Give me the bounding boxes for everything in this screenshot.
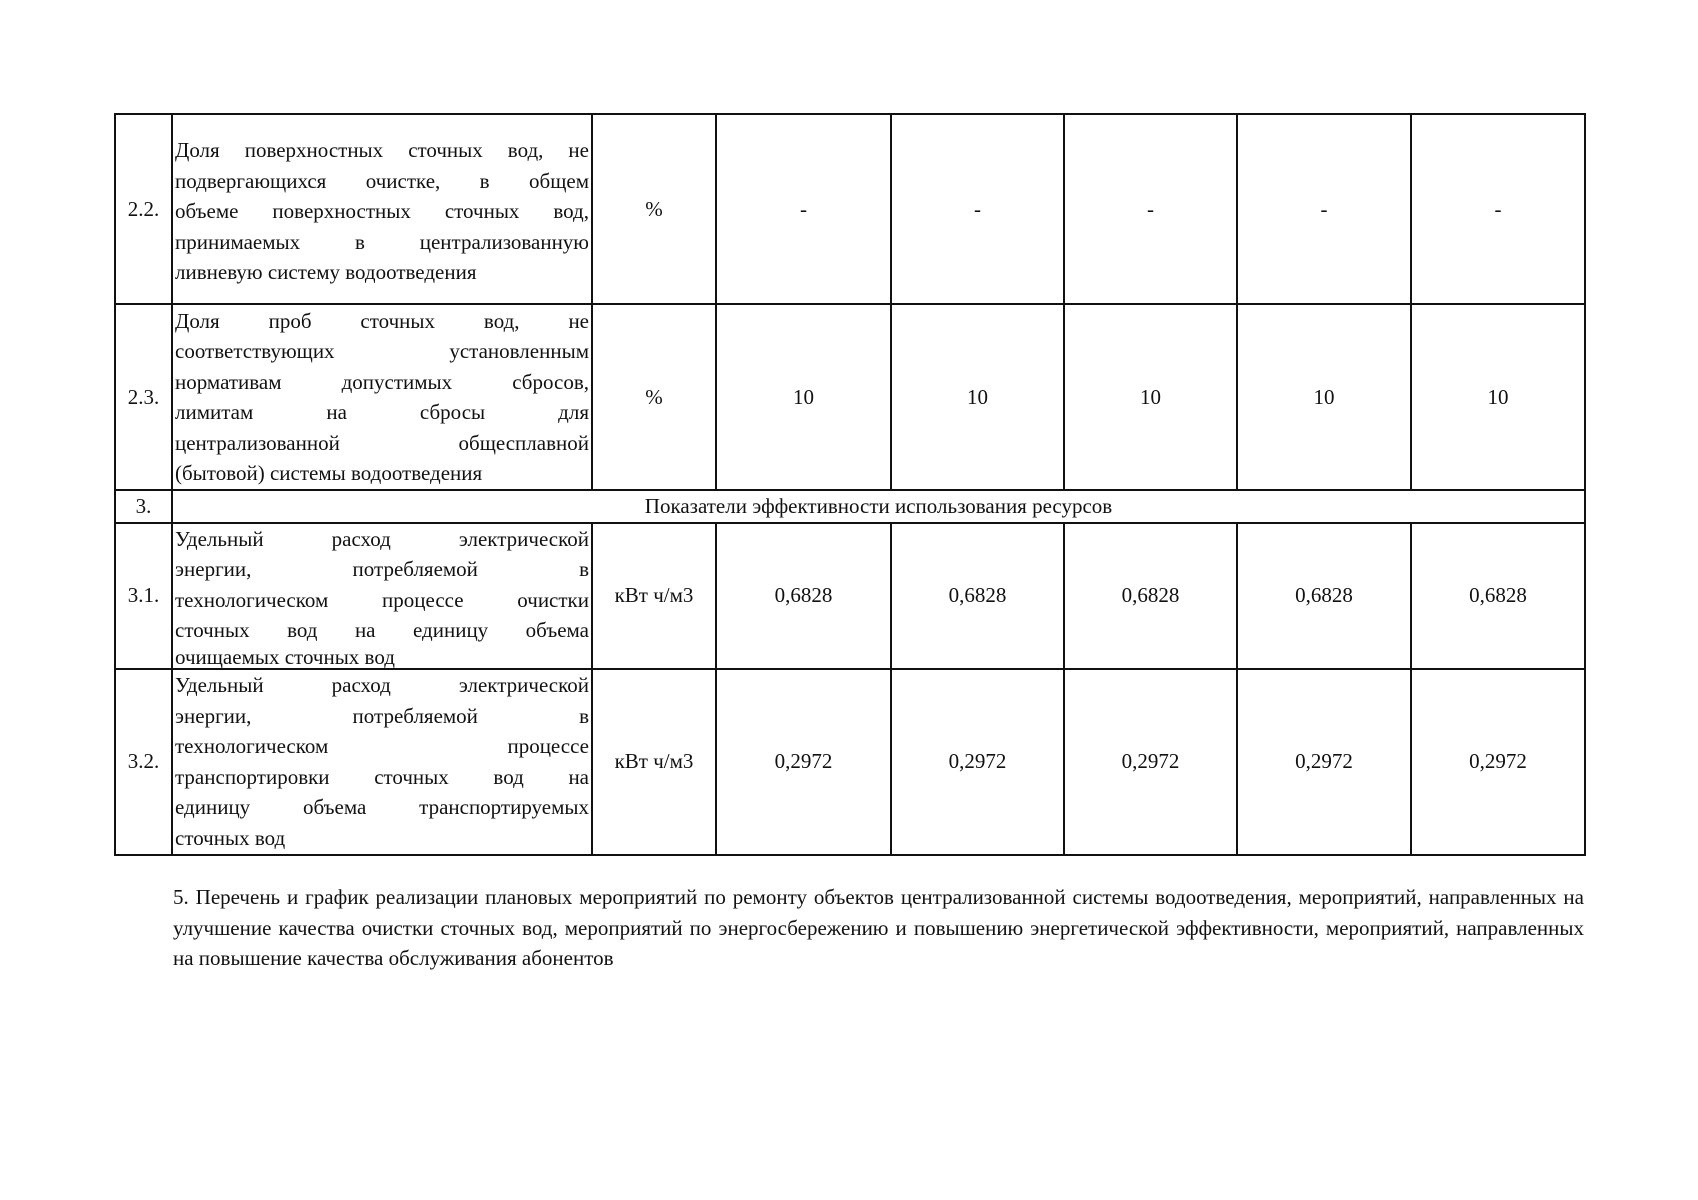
value-cell: 0,6828 <box>891 523 1064 669</box>
value-cell: 0,2972 <box>1237 669 1411 855</box>
value-cell: 0,2972 <box>716 669 891 855</box>
description-line: централизованной общесплавной <box>175 430 589 455</box>
value-cell: 10 <box>891 304 1064 490</box>
section-5-paragraph: 5. Перечень и график реализации плановых мероприятий по ремонту объектов централизованной системы водоотведения, мероприятий, направленных на улучшение качества очистки сточных вод, мероприятий по энергосбережению и повышению энергетической эффективности, мероприятий, направленных на повышение качества обслуживания абонентов <box>173 885 1584 970</box>
description-line: ливневую систему водоотведения <box>175 260 477 284</box>
value-cell: 10 <box>716 304 891 490</box>
indicator-description <box>172 523 592 669</box>
unit-cell: кВт ч/м3 <box>592 669 716 855</box>
section-title: Показатели эффективности использования ресурсов <box>172 490 1585 523</box>
description-line: Доля поверхностных сточных вод, не <box>175 138 589 162</box>
value-cell: - <box>891 114 1064 304</box>
unit-cell: кВт ч/м3 <box>592 523 716 669</box>
section-row <box>115 490 1585 523</box>
description-line: объеме поверхностных сточных вод, <box>175 199 589 223</box>
description-line: технологическом процессе <box>175 734 589 758</box>
value-cell: 0,6828 <box>1064 523 1237 669</box>
unit-cell: % <box>592 114 716 304</box>
row-number: 2.2. <box>115 114 172 304</box>
indicator-description <box>172 114 592 304</box>
description-line: подвергающихся очистке, в общем <box>175 168 589 193</box>
value-cell: 0,6828 <box>716 523 891 669</box>
row-number: 3.1. <box>115 523 172 669</box>
value-cell: - <box>716 114 891 304</box>
row-number: 2.3. <box>115 304 172 490</box>
value-cell: 0,2972 <box>1411 669 1585 855</box>
value-cell: 0,2972 <box>1064 669 1237 855</box>
description-line: соответствующих установленным <box>175 339 589 363</box>
table-row <box>115 304 1585 490</box>
description-line: Удельный расход электрической <box>175 526 589 551</box>
indicators-table <box>114 113 1586 856</box>
description-line: очищаемых сточных вод <box>175 645 395 668</box>
description-line: сточных вод <box>175 825 286 850</box>
value-cell: 10 <box>1411 304 1585 490</box>
row-number: 3. <box>115 490 172 523</box>
value-cell: - <box>1411 114 1585 304</box>
description-line: лимитам на сбросы для <box>175 400 589 424</box>
table-row <box>115 523 1585 669</box>
description-line: технологическом процессе очистки <box>175 587 589 612</box>
value-cell: - <box>1064 114 1237 304</box>
description-line: сточных вод на единицу объема <box>175 618 589 642</box>
description-line: принимаемых в централизованную <box>175 229 589 254</box>
description-line: энергии, потребляемой в <box>175 557 589 581</box>
value-cell: 0,2972 <box>891 669 1064 855</box>
indicator-description <box>172 304 592 490</box>
description-line: энергии, потребляемой в <box>175 703 589 728</box>
table-row <box>115 669 1585 855</box>
value-cell: - <box>1237 114 1411 304</box>
description-line: транспортировки сточных вод на <box>175 764 589 789</box>
value-cell: 0,6828 <box>1411 523 1585 669</box>
value-cell: 0,6828 <box>1237 523 1411 669</box>
table-row <box>115 114 1585 304</box>
value-cell: 10 <box>1064 304 1237 490</box>
value-cell: 10 <box>1237 304 1411 490</box>
description-line: нормативам допустимых сбросов, <box>175 369 589 394</box>
description-line: единицу объема транспортируемых <box>175 795 589 819</box>
indicator-description <box>172 669 592 855</box>
description-line: Доля проб сточных вод, не <box>175 308 589 333</box>
description-line: (бытовой) системы водоотведения <box>175 461 483 485</box>
unit-cell: % <box>592 304 716 490</box>
row-number: 3.2. <box>115 669 172 855</box>
description-line: Удельный расход электрической <box>175 673 589 697</box>
